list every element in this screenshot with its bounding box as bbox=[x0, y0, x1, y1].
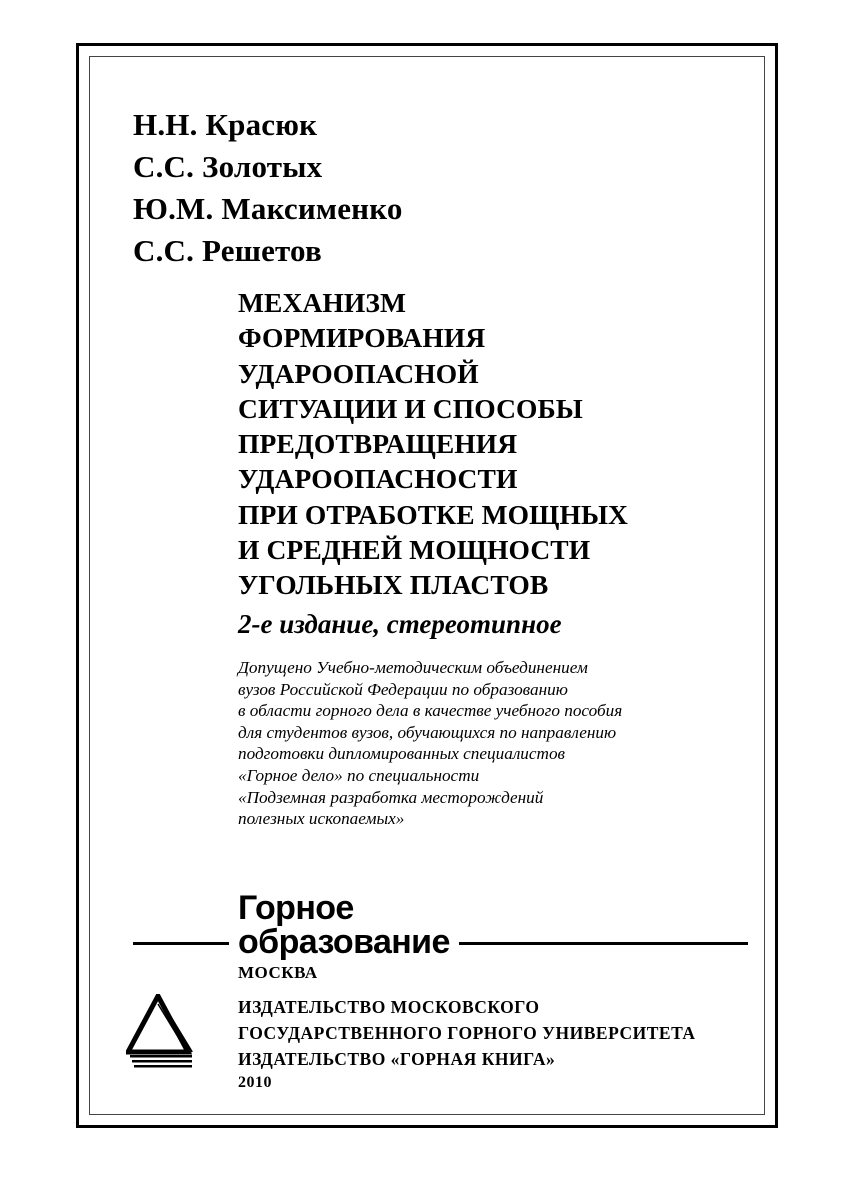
title-line: УДАРООПАСНОСТИ bbox=[238, 463, 518, 495]
author-name: С.С. Решетов bbox=[133, 233, 322, 268]
title-line: ПРИ ОТРАБОТКЕ МОЩНЫХ bbox=[238, 498, 629, 530]
title-line: ПРЕДОТВРАЩЕНИЯ bbox=[238, 428, 518, 460]
approval-line: подготовки дипломированных специалистов bbox=[238, 744, 565, 764]
approval-line: полезных ископаемых» bbox=[238, 809, 405, 829]
approval-line: Допущено Учебно-методическим объединением bbox=[238, 658, 588, 677]
triangle-logo-icon bbox=[126, 994, 196, 1069]
approval-line: вузов Российской Федерации по образованию bbox=[238, 679, 568, 699]
series-rule-right bbox=[459, 942, 748, 945]
book-title bbox=[238, 285, 628, 603]
publisher-line: ИЗДАТЕЛЬСТВО МОСКОВСКОГО bbox=[238, 997, 540, 1017]
publisher-line: ИЗДАТЕЛЬСТВО «ГОРНАЯ КНИГА» bbox=[238, 1049, 556, 1069]
approval-statement bbox=[238, 657, 622, 830]
author-name: Ю.М. Максименко bbox=[133, 191, 403, 226]
series-name bbox=[238, 891, 450, 959]
series-rule-left bbox=[133, 942, 229, 945]
title-line: УГОЛЬНЫХ ПЛАСТОВ bbox=[238, 569, 549, 601]
series-line: образование bbox=[238, 923, 450, 961]
author-name: С.С. Золотых bbox=[133, 149, 323, 184]
approval-line: «Подземная разработка месторождений bbox=[238, 787, 544, 807]
approval-line: в области горного дела в качестве учебного пособия bbox=[238, 701, 623, 721]
title-line: ФОРМИРОВАНИЯ bbox=[238, 322, 486, 354]
authors-list bbox=[133, 104, 403, 272]
publication-year: 2010 bbox=[238, 1074, 272, 1091]
title-line: СИТУАЦИИ И СПОСОБЫ bbox=[238, 392, 583, 424]
approval-line: для студентов вузов, обучающихся по направлению bbox=[238, 722, 617, 742]
publication-city: МОСКВА bbox=[238, 963, 318, 982]
author-name: Н.Н. Красюк bbox=[133, 107, 318, 142]
publisher-line: ГОСУДАРСТВЕННОГО ГОРНОГО УНИВЕРСИТЕТА bbox=[238, 1023, 696, 1043]
edition-note: 2-е издание, стереотипное bbox=[238, 609, 562, 639]
title-line: УДАРООПАСНОЙ bbox=[238, 357, 479, 389]
series-line: Горное bbox=[238, 889, 354, 927]
approval-line: «Горное дело» по специальности bbox=[238, 765, 480, 785]
title-line: И СРЕДНЕЙ МОЩНОСТИ bbox=[238, 534, 591, 566]
publishers-list bbox=[238, 994, 696, 1072]
title-line: МЕХАНИЗМ bbox=[238, 287, 407, 318]
